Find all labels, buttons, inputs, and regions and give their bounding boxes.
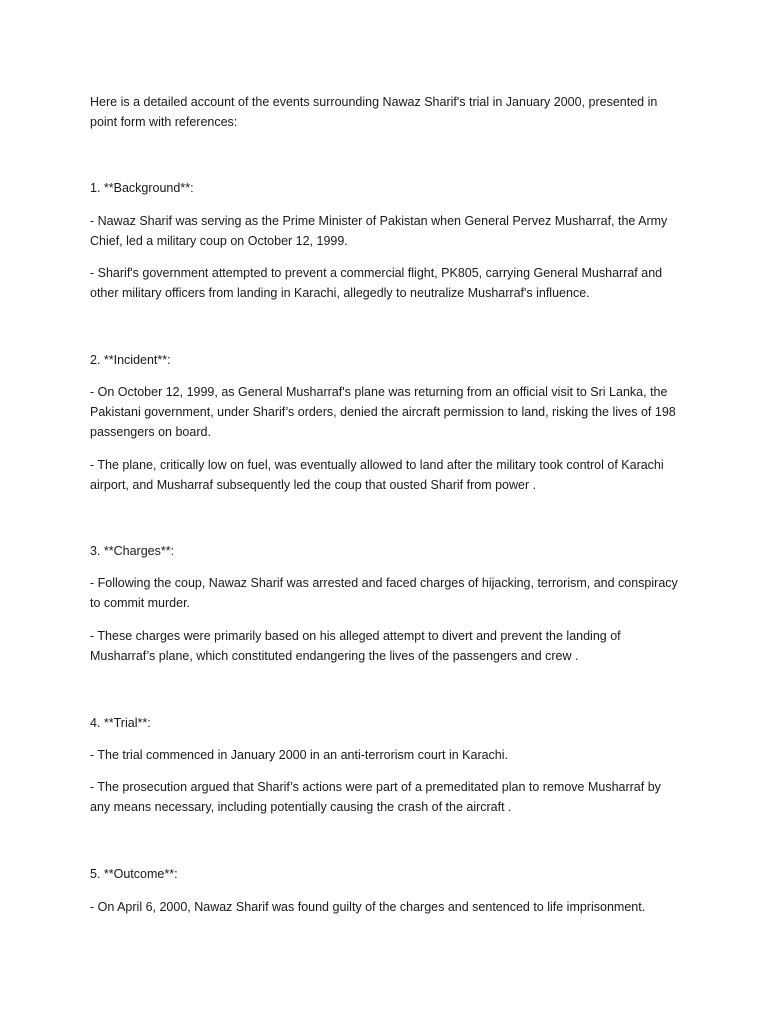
section-heading-trial: 4. **Trial**: (90, 716, 151, 730)
section-heading-incident: 2. **Incident**: (90, 353, 171, 367)
section-background-point-1: - Nawaz Sharif was serving as the Prime Minister of Pakistan when General Pervez Musharraf, the Army Chief, led a military coup on October 12, 1999. (90, 214, 668, 248)
section-heading-charges: 3. **Charges**: (90, 544, 175, 558)
section-incident-point-1: - On October 12, 1999, as General Musharraf's plane was returning from an official visit to Sri Lanka, the Pakistani government, under Sharif’s orders, denied the aircraft permission to land, risking the lives of 198 passengers on board. (90, 385, 676, 439)
section-trial-point-1: - The trial commenced in January 2000 in an anti-terrorism court in Karachi. (90, 748, 509, 762)
section-charges-point-2: - These charges were primarily based on his alleged attempt to divert and prevent the landing of Musharraf’s plane, which constituted endangering the lives of the passengers and crew . (90, 629, 621, 663)
section-trial-point-2: - The prosecution argued that Sharif’s actions were part of a premeditated plan to remove Musharraf by any means necessary, including potentially causing the crash of the aircraft . (90, 780, 661, 814)
section-charges-point-1: - Following the coup, Nawaz Sharif was arrested and faced charges of hijacking, terrorism, and conspiracy to commit murder. (90, 576, 678, 610)
section-outcome-point-1: - On April 6, 2000, Nawaz Sharif was found guilty of the charges and sentenced to life imprisonment. (90, 900, 646, 914)
section-heading-outcome: 5. **Outcome**: (90, 867, 178, 881)
section-background-point-2: - Sharif's government attempted to prevent a commercial flight, PK805, carrying General Musharraf and other military officers from landing in Karachi, allegedly to neutralize Musharraf's influence. (90, 266, 663, 300)
section-incident-point-2: - The plane, critically low on fuel, was eventually allowed to land after the military took control of Karachi airport, and Musharraf subsequently led the coup that ousted Sharif from power . (90, 458, 664, 492)
section-heading-background: 1. **Background**: (90, 181, 194, 195)
intro-paragraph: Here is a detailed account of the events surrounding Nawaz Sharif's trial in January 2000, presented in point form with references: (90, 95, 658, 129)
